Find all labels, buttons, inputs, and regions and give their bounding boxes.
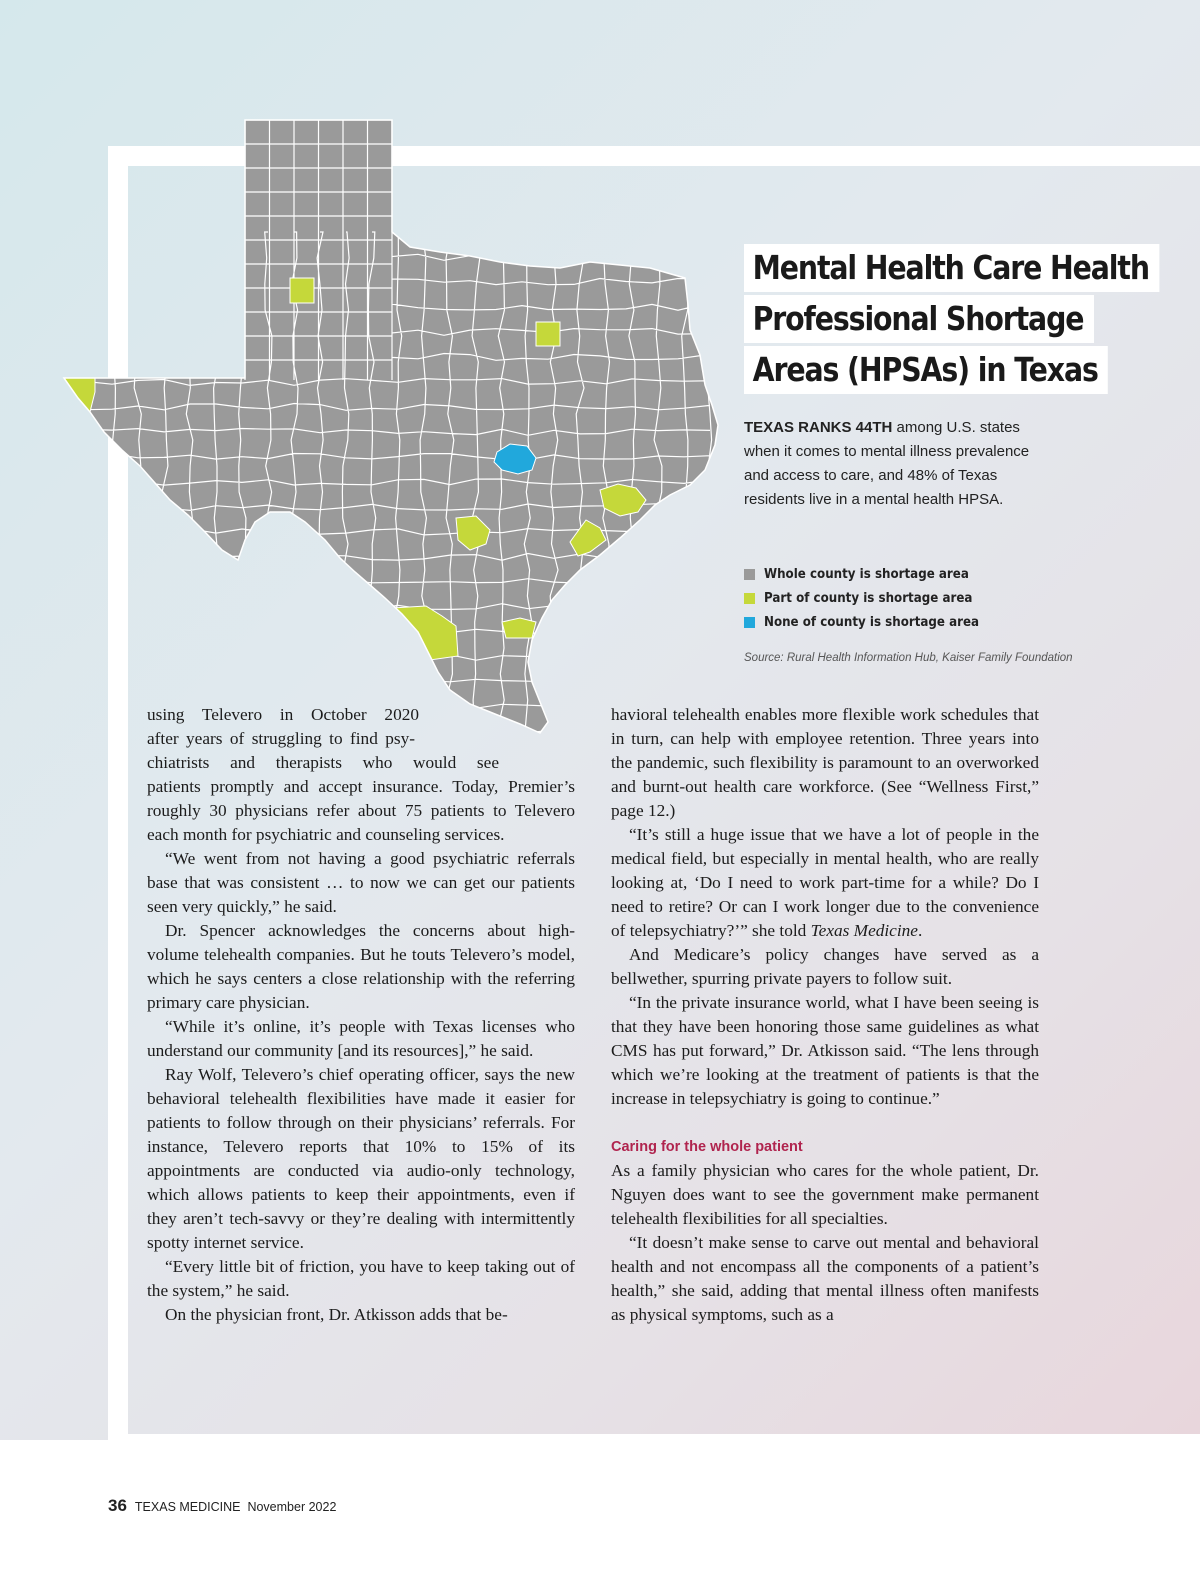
county-part-panhandle: [290, 278, 314, 303]
paragraph: On the physician front, Dr. Atkisson adds that be-: [165, 1305, 508, 1324]
paragraph: [611, 823, 1039, 943]
county-part-nueces: [502, 618, 536, 638]
article-column-right: [611, 703, 1039, 1327]
whole-county-area: [55, 112, 735, 752]
legend-swatch-whole: [744, 569, 755, 580]
legend-label: None of county is shortage area: [764, 614, 980, 630]
legend-item-whole: [744, 562, 1008, 586]
map-title: [744, 244, 1200, 397]
map-legend: [744, 562, 1008, 634]
map-source: Source: Rural Health Information Hub, Kaiser Family Foundation: [744, 652, 1073, 664]
texas-hpsa-map: [55, 112, 735, 752]
legend-swatch-none: [744, 617, 755, 628]
article-column-left: [147, 703, 575, 1327]
legend-label: Part of county is shortage area: [764, 590, 973, 606]
paragraph-text: patients promptly and accept insurance. Today, Premier’s roughly 30 physicians refer about 75 patients to Televero each month for psychiatric and counseling services.: [147, 777, 575, 844]
map-intro: [744, 416, 1044, 512]
map-title-line-3: Areas (HPSAs) in Texas: [744, 346, 1108, 394]
text-line: using Televero in October 2020: [147, 705, 419, 724]
paragraph: “We went from not having a good psychiatric referrals base that was consistent … to now we can get our patients seen very quickly,” he said.: [147, 849, 575, 916]
intro-bold: TEXAS RANKS 44TH: [744, 419, 893, 436]
legend-swatch-part: [744, 593, 755, 604]
issue-date: November 2022: [247, 1500, 337, 1514]
legend-label: Whole county is shortage area: [764, 566, 969, 582]
county-part-north: [536, 322, 560, 346]
paragraph: And Medicare’s policy changes have served as a bellwether, spurring private payers to follow suit.: [611, 945, 1039, 988]
text-line: chiatrists and therapists who would see: [147, 753, 499, 772]
legend-item-part: [744, 586, 1008, 610]
page-number: 36: [108, 1496, 127, 1515]
paragraph: Dr. Spencer acknowledges the concerns about high-volume telehealth companies. But he touts Televero’s model, which he says centers a close relationship with the referring primary care physician.: [147, 921, 575, 1012]
map-title-line-1: Mental Health Care Health: [744, 244, 1159, 292]
county-layer: [55, 112, 735, 752]
paragraph-text: “It’s still a huge issue that we have a lot of people in the medical field, but especially in mental health, who are really looking at, ‘Do I need to work part-time for a while? Do I need to retire? Or can I work longer due to the convenience of telepsychiatry?’” she told: [611, 825, 1039, 940]
publication-name: TEXAS MEDICINE: [134, 1500, 241, 1514]
paragraph: “While it’s online, it’s people with Texas licenses who understand our community [and its resources],” he said.: [147, 1017, 575, 1060]
paragraph: As a family physician who cares for the whole patient, Dr. Nguyen does want to see the government make permanent telehealth flexibilities for all specialties.: [611, 1161, 1039, 1228]
county-part-elpaso: [64, 378, 95, 412]
legend-item-none: [744, 610, 1008, 634]
paragraph: Ray Wolf, Televero’s chief operating officer, says the new behavioral telehealth flexibilities have made it easier for patients to follow through on their physicians’ referrals. For instance, Televero reports that 10% to 15% of its appointments are conducted via audio-only technology, which allows patients to keep their appointments, even if they aren’t tech-savvy or they’re dealing with intermittently spotty internet service.: [147, 1065, 575, 1252]
publication-italic: Texas Medicine: [810, 921, 918, 940]
paragraph: [147, 703, 575, 847]
map-title-line-2: Professional Shortage: [744, 295, 1094, 343]
text-line: after years of struggling to find psy-: [147, 729, 415, 748]
intro-text: among U.S. states when it comes to mental illness prevalence and access to care, and 48% of Texas residents live in a mental health HPSA.: [744, 419, 1030, 508]
page-footer: [108, 1496, 336, 1516]
paragraph: “In the private insurance world, what I have been seeing is that they have been honoring those same guidelines as what CMS has put forward,” Dr. Atkisson said. “The lens through which we’re looking at the treatment of patients is that the increase in telepsychiatry is going to continue.”: [611, 993, 1039, 1108]
paragraph: “It doesn’t make sense to carve out mental and behavioral health and not encompass all the components of a patient’s health,” she said, adding that mental illness often manifests as physical symptoms, such as a: [611, 1233, 1039, 1324]
paragraph: havioral telehealth enables more flexible work schedules that in turn, can help with employee retention. Three years into the pandemic, such flexibility is paramount to an overworked and burnt-out health care workforce. (See “Wellness First,” page 12.): [611, 705, 1039, 820]
paragraph: “Every little bit of friction, you have to keep taking out of the system,” he said.: [147, 1257, 575, 1300]
paragraph-end: .: [917, 921, 923, 940]
subheading: Caring for the whole patient: [611, 1139, 803, 1155]
